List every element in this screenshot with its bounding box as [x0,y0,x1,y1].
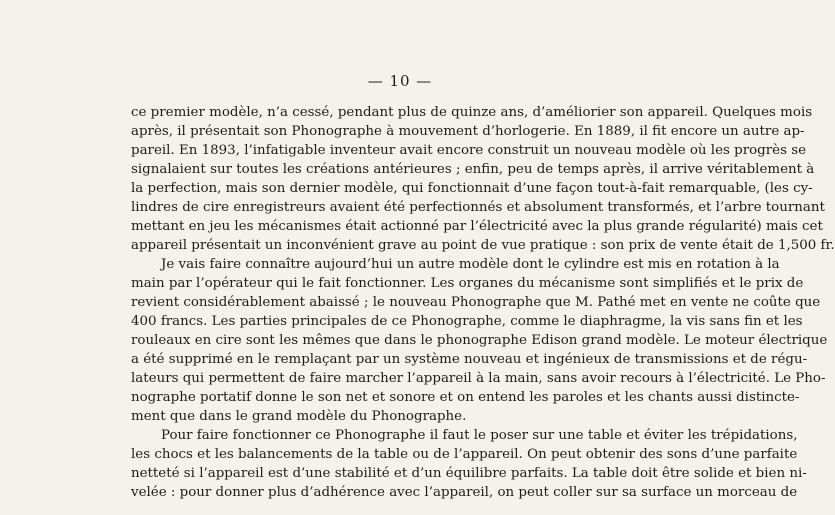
text-line: mettant en jeu les mécanismes était actionné par l’électricité avec la plus grande régularité) mais cet [131,219,823,234]
text-line: 400 francs. Les parties principales de ce Phonographe, comme le diaphragme, la vis sans fin et les [131,314,803,329]
text-line: netteté si l’appareil est d’une stabilité et d’un équilibre parfaits. La table doit être solide et bien ni- [131,466,807,481]
page-number: — 10 — [367,72,433,90]
text-line: signalaient sur toutes les créations antérieures ; enfin, peu de temps après, il arrive véritablement à [131,162,815,177]
paragraph [131,103,835,255]
text-line: ce premier modèle, n’a cessé, pendant plus de quinze ans, d’améliorier son appareil. Quelques mois [131,105,813,120]
body-text [131,103,835,502]
text-line: velée : pour donner plus d’adhérence avec l’appareil, on peut coller sur sa surface un morceau de [131,485,798,500]
text-line: Pour faire fonctionner ce Phonographe il faut le poser sur une table et éviter les trépidations, [161,428,798,443]
paragraph [131,426,807,502]
text-line: revient considérablement abaissé ; le nouveau Phonographe que M. Pathé met en vente ne coûte que [131,295,821,310]
text-line: ment que dans le grand modèle du Phonographe. [131,409,467,424]
text-line: nographe portatif donne le son net et sonore et on entend les paroles et les chants aussi distincte- [131,390,800,405]
paragraph [131,255,828,426]
text-line: rouleaux en cire sont les mêmes que dans le phonographe Edison grand modèle. Le moteur électrique [131,333,828,348]
text-line: les chocs et les balancements de la table ou de l’appareil. On peut obtenir des sons d’une parfaite [131,447,798,462]
text-line: pareil. En 1893, l’infatigable inventeur avait encore construit un nouveau modèle où les progrès se [131,143,807,158]
text-line: Je vais faire connaître aujourd’hui un autre modèle dont le cylindre est mis en rotation à la [161,257,780,272]
text-line: après, il présentait son Phonographe à mouvement d’horlogerie. En 1889, il fit encore un autre ap- [131,124,805,139]
text-line: lateurs qui permettent de faire marcher l’appareil à la main, sans avoir recours à l’électricité. Le Pho- [131,371,826,386]
text-line: main par l’opérateur qui le fait fonctionner. Les organes du mécanisme sont simplifiés et le prix de [131,276,804,291]
text-line: lindres de cire enregistreurs avaient été perfectionnés et absolument transformés, et l’arbre tournant [131,200,825,215]
text-line: appareil présentait un inconvénient grave au point de vue pratique : son prix de vente était de 1,500 fr. [131,238,835,253]
text-line: a été supprimé en le remplaçant par un système nouveau et ingénieux de transmissions et de régu- [131,352,808,367]
text-line: la perfection, mais son dernier modèle, qui fonctionnait d’une façon tout-à-fait remarquable, (les cy- [131,181,813,196]
